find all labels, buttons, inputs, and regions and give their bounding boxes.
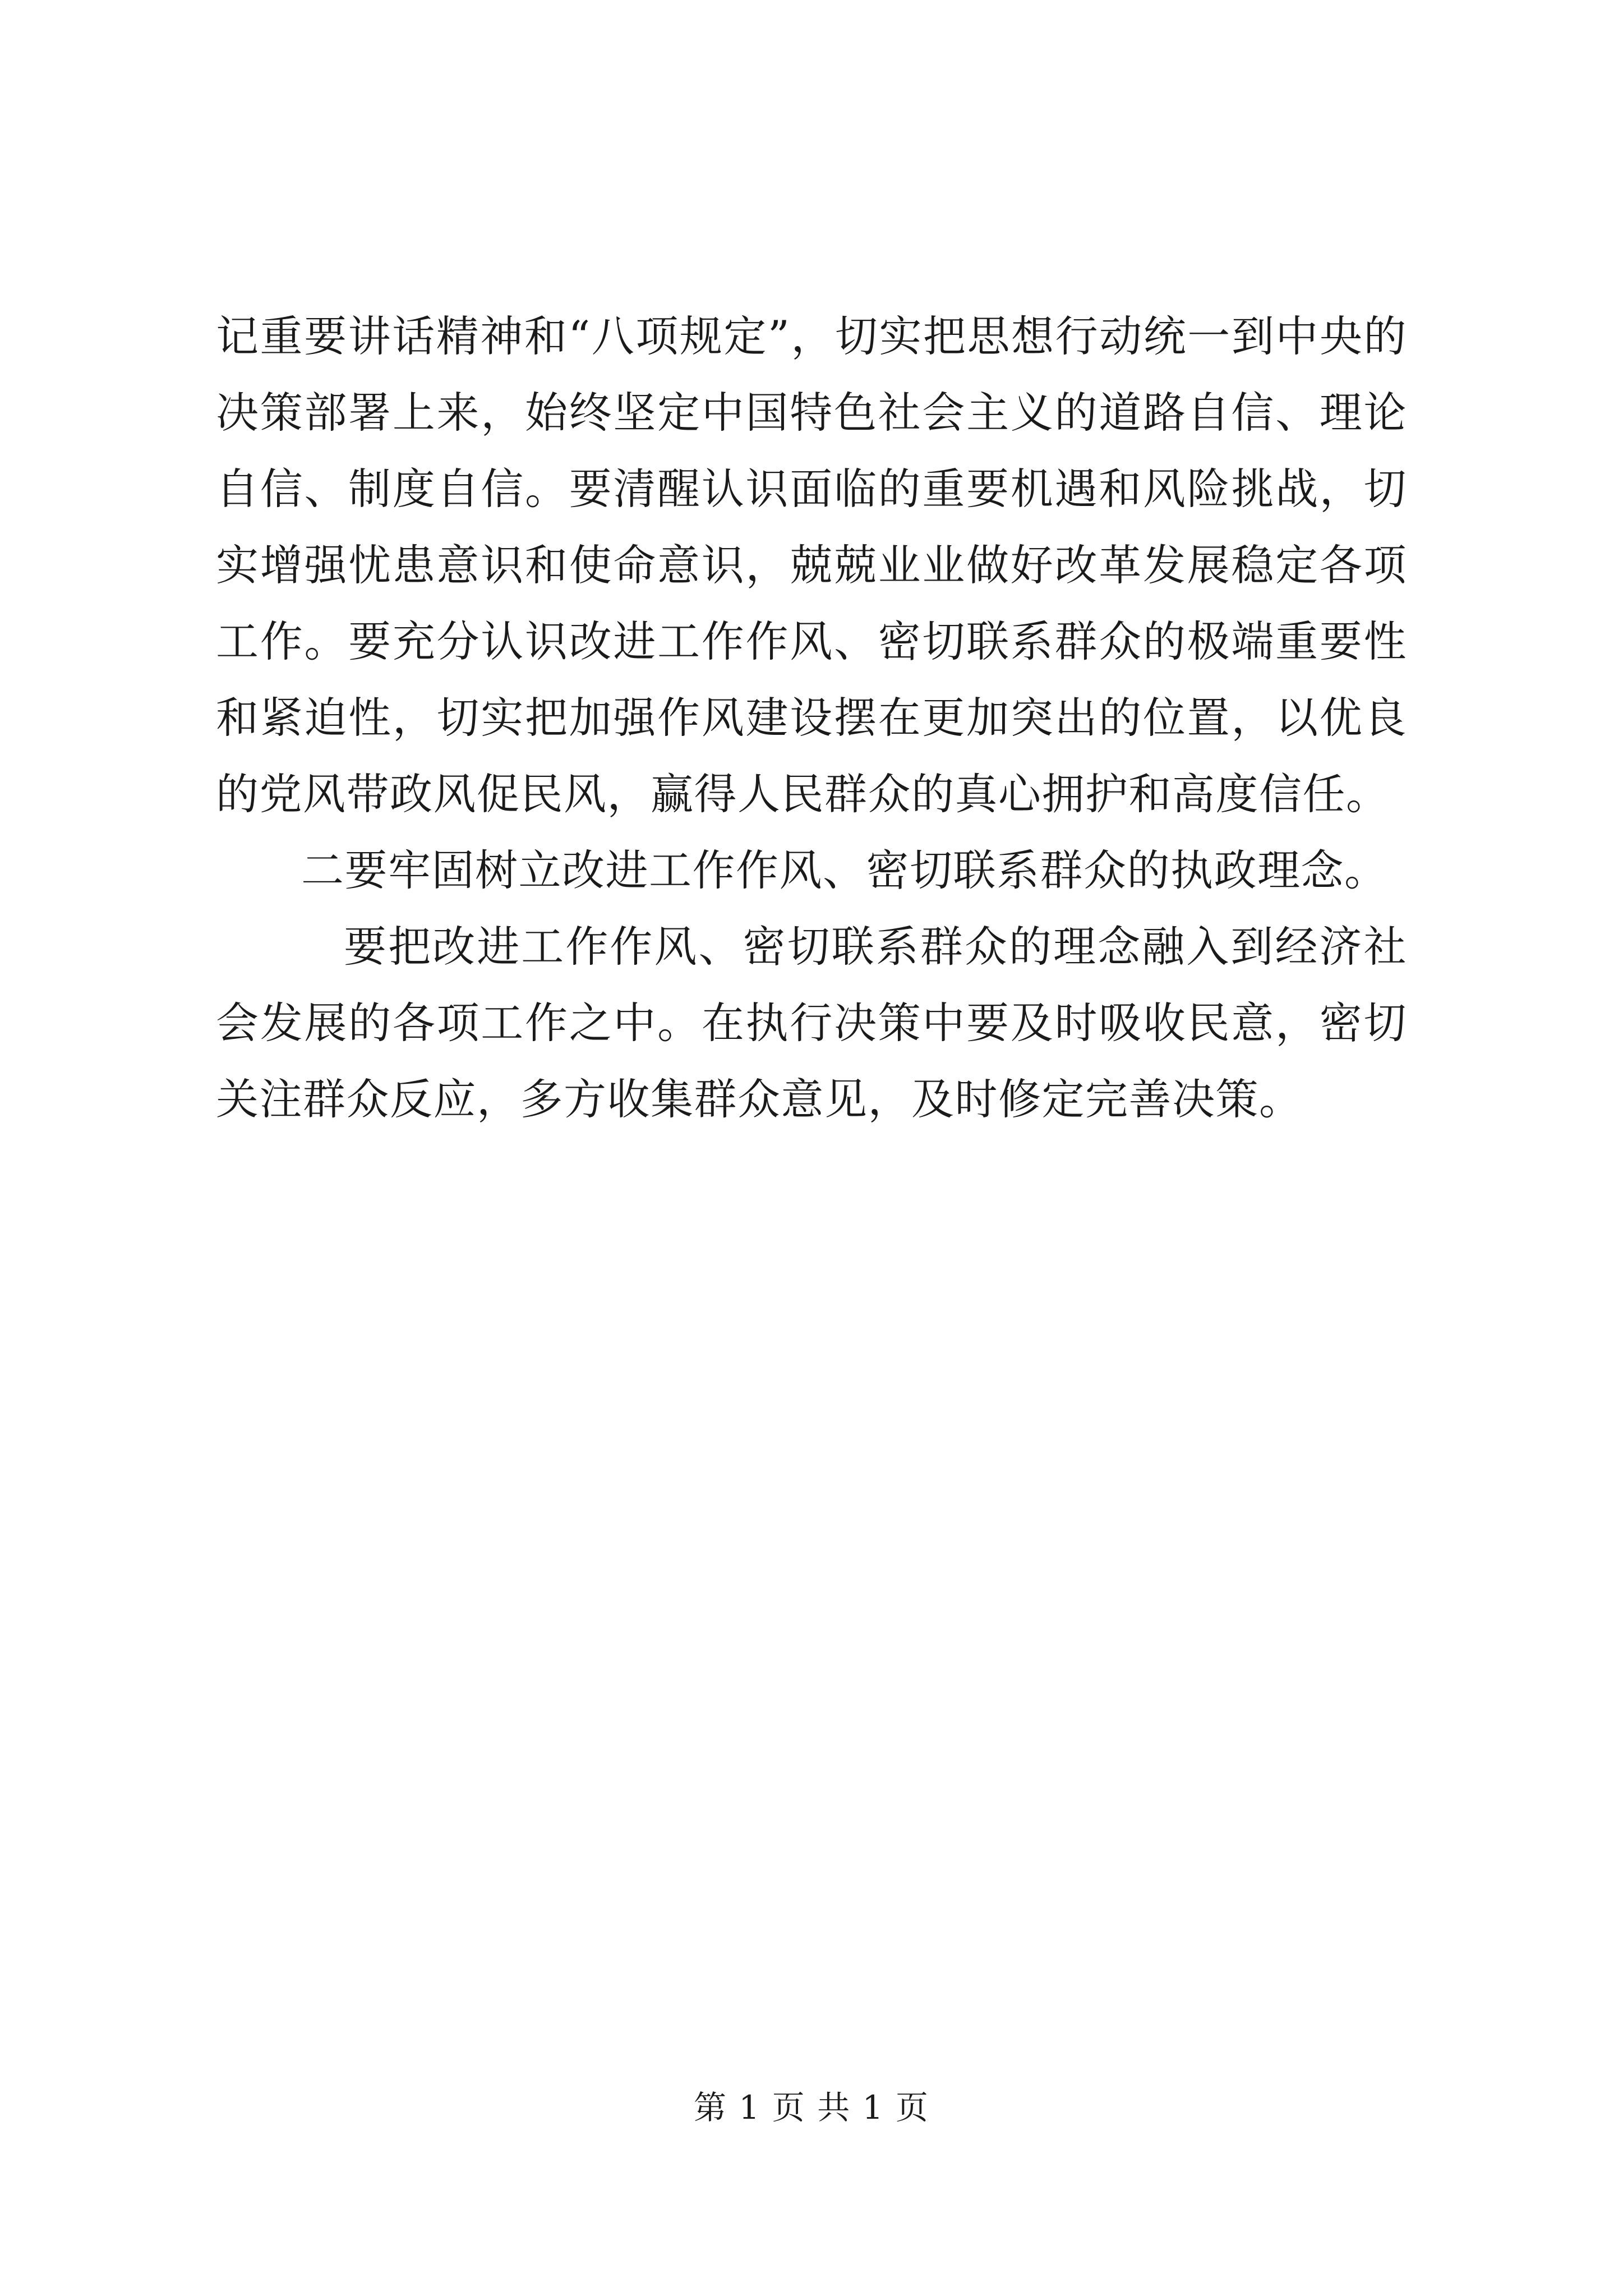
paragraph-heading-two: 二要牢固树立改进工作作风、密切联系群众的执政理念。 — [301, 845, 1388, 895]
paragraph-continued: 记重要讲话精神和“八项规定”，切实把思想行动统一到中央的决策部署上来，始终坚定中国特色社会主义的道路自信、理论自信、制度自信。要清醒认识面临的重要机遇和风险挑战，切实增强忧患意识和使命意识，兢兢业业做好改革发展稳定各项工作。要充分认识改进工作作风、密切联系群众的极端重要性和紧迫性，切实把加强作风建设摆在更加突出的位置，以优良的党风带政风促民风，赢得人民群众的真心拥护和高度信任。 — [216, 311, 1407, 819]
document-body — [216, 298, 1407, 1138]
paragraph-body: 要把改进工作作风、密切联系群众的理念融入到经济社会发展的各项工作之中。在执行决策中要及时吸收民意，密切关注群众反应，多方收集群众意见，及时修定完善决策。 — [216, 922, 1407, 1124]
page-footer: 第 1 页 共 1 页 — [694, 2088, 929, 2127]
